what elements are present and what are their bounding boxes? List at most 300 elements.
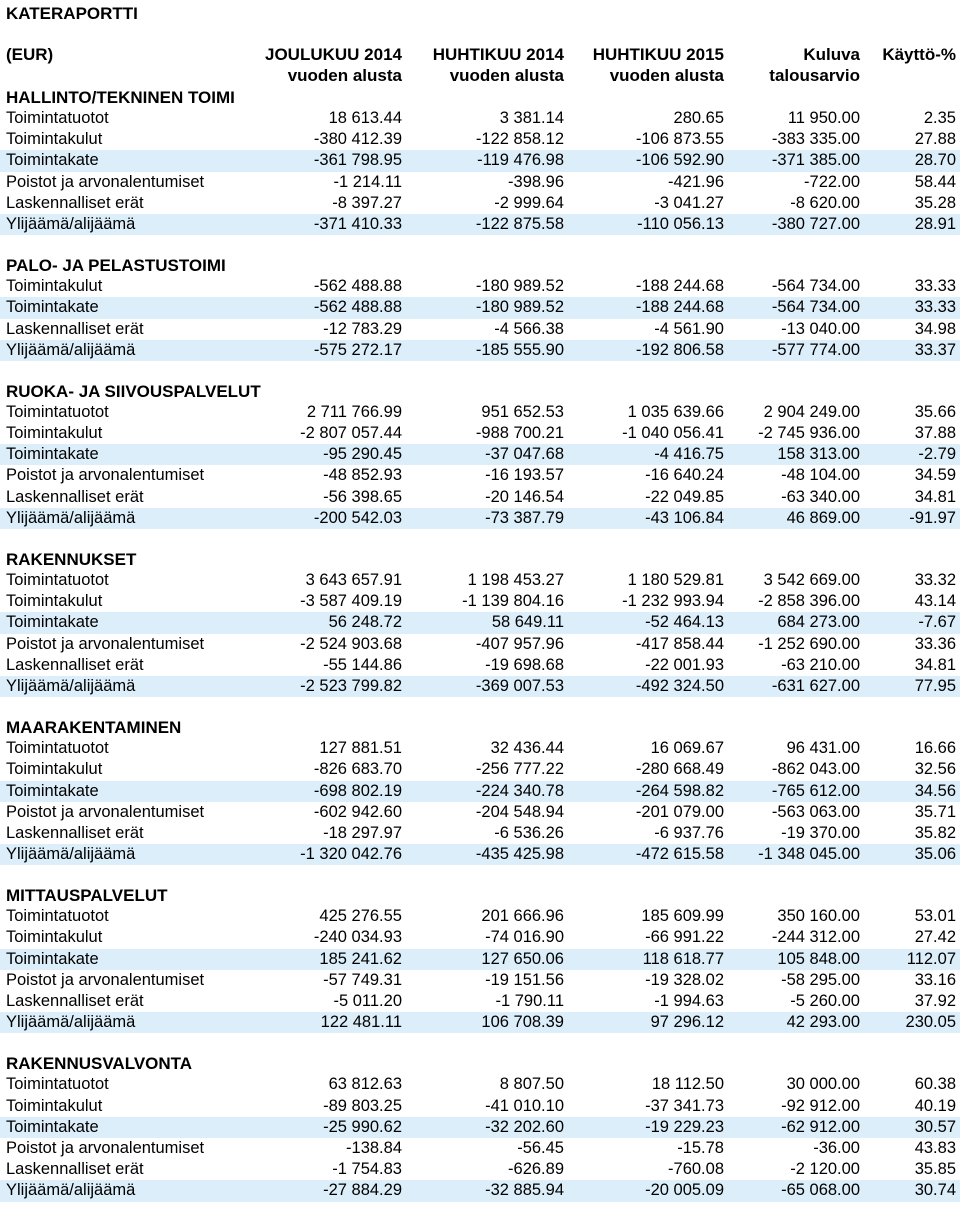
- row-label: Toimintakulut: [6, 277, 103, 296]
- cell-huhtikuu-2015: -16 640.24: [645, 466, 724, 485]
- column-header-line1: HUHTIKUU 2015: [592, 45, 724, 64]
- row-label: Toimintatuotot: [6, 571, 109, 589]
- table-row: [0, 927, 960, 948]
- column-header-line2: vuoden alusta: [609, 66, 724, 85]
- cell-huhtikuu-2015: -188 244.68: [635, 298, 724, 317]
- table-row: [0, 676, 960, 697]
- cell-kuluva-talousarvio: 96 431.00: [786, 739, 860, 758]
- currency-label: (EUR): [6, 45, 54, 64]
- row-label: Ylijäämä/alijäämä: [6, 340, 136, 359]
- cell-huhtikuu-2014: -988 700.21: [475, 424, 564, 443]
- cell-huhtikuu-2015: 118 618.77: [642, 949, 724, 968]
- cell-kaytto-percent: 43.14: [914, 592, 956, 611]
- cell-joulukuu-2014: -5 011.20: [333, 992, 402, 1010]
- table-row: [0, 172, 960, 193]
- row-label: Toimintakate: [6, 298, 99, 317]
- table-row: [0, 1074, 960, 1095]
- cell-joulukuu-2014: 56 248.72: [328, 613, 402, 632]
- cell-kuluva-talousarvio: 46 869.00: [786, 508, 860, 527]
- column-header-line2: vuoden alusta: [449, 66, 564, 85]
- table-row: [0, 591, 960, 612]
- cell-kaytto-percent: 33.36: [914, 634, 956, 653]
- row-label: Toimintakulut: [6, 760, 103, 779]
- cell-kuluva-talousarvio: -63 210.00: [781, 655, 860, 674]
- cell-huhtikuu-2014: -398.96: [508, 172, 564, 191]
- cell-kuluva-talousarvio: -564 734.00: [771, 298, 860, 317]
- column-header-joulukuu-2014: [265, 44, 402, 86]
- cell-huhtikuu-2015: -280 668.49: [635, 760, 724, 779]
- cell-joulukuu-2014: 185 241.62: [319, 949, 402, 968]
- cell-huhtikuu-2015: -417 858.44: [635, 634, 724, 653]
- table-row: [0, 193, 960, 214]
- section-title: RUOKA- JA SIIVOUSPALVELUT: [6, 381, 261, 401]
- section-title: RAKENNUSVALVONTA: [6, 1054, 193, 1074]
- cell-joulukuu-2014: -698 802.19: [313, 781, 402, 800]
- cell-kaytto-percent: 35.85: [914, 1160, 956, 1179]
- cell-huhtikuu-2015: -188 244.68: [635, 277, 724, 296]
- cell-huhtikuu-2014: 127 650.06: [481, 949, 564, 968]
- section-spacer: [0, 235, 960, 255]
- cell-kuluva-talousarvio: -577 774.00: [771, 340, 860, 359]
- row-label: Laskennalliset erät: [6, 1160, 144, 1179]
- table-row: [0, 423, 960, 444]
- cell-huhtikuu-2014: -626.89: [508, 1160, 564, 1179]
- cell-huhtikuu-2014: 1 198 453.27: [467, 571, 564, 589]
- cell-kaytto-percent: 53.01: [914, 907, 956, 926]
- cell-joulukuu-2014: -95 290.45: [323, 445, 402, 464]
- column-header-line2: talousarvio: [769, 66, 860, 85]
- cell-huhtikuu-2014: -185 555.90: [475, 340, 564, 359]
- cell-huhtikuu-2015: -106 873.55: [635, 130, 724, 149]
- cell-kaytto-percent: 35.06: [914, 845, 956, 864]
- cell-huhtikuu-2014: 3 381.14: [499, 109, 564, 127]
- cell-joulukuu-2014: 425 276.55: [319, 907, 402, 926]
- cell-huhtikuu-2014: 106 708.39: [481, 1013, 564, 1032]
- row-label: Ylijäämä/alijäämä: [6, 676, 136, 695]
- cell-huhtikuu-2014: -119 476.98: [477, 151, 564, 170]
- section-title: RAKENNUKSET: [6, 550, 137, 569]
- table-row: [0, 1012, 960, 1033]
- row-label: Laskennalliset erät: [6, 823, 144, 842]
- cell-kuluva-talousarvio: -244 312.00: [771, 928, 860, 947]
- cell-huhtikuu-2014: -180 989.52: [475, 277, 564, 296]
- cell-huhtikuu-2014: -435 425.98: [475, 845, 564, 864]
- cell-kuluva-talousarvio: 105 848.00: [777, 949, 860, 968]
- cell-huhtikuu-2015: 16 069.67: [650, 739, 724, 758]
- table-row: [0, 570, 960, 591]
- cell-kaytto-percent: -91.97: [909, 508, 956, 527]
- cell-huhtikuu-2015: 18 112.50: [651, 1075, 724, 1094]
- cell-kuluva-talousarvio: -8 620.00: [790, 193, 860, 212]
- cell-kuluva-talousarvio: -58 295.00: [781, 970, 860, 989]
- section-title: PALO- JA PELASTUSTOIMI: [6, 256, 226, 276]
- cell-kaytto-percent: 37.92: [914, 992, 956, 1010]
- table-row: [0, 402, 960, 423]
- row-label: Laskennalliset erät: [6, 193, 144, 212]
- cell-huhtikuu-2015: -22 049.85: [645, 487, 724, 506]
- table-row: [0, 129, 960, 150]
- cell-kuluva-talousarvio: -383 335.00: [771, 130, 860, 149]
- cell-huhtikuu-2015: -37 341.73: [645, 1096, 724, 1115]
- cell-huhtikuu-2014: 951 652.53: [481, 402, 564, 421]
- cell-huhtikuu-2015: -19 229.23: [645, 1117, 724, 1136]
- cell-huhtikuu-2014: -1 139 804.16: [462, 592, 564, 611]
- cell-huhtikuu-2015: -1 232 993.94: [622, 592, 724, 611]
- row-label: Toimintakate: [6, 1117, 99, 1136]
- cell-huhtikuu-2015: -760.08: [668, 1160, 724, 1179]
- row-label: Laskennalliset erät: [6, 655, 144, 674]
- cell-huhtikuu-2014: -56.45: [517, 1138, 564, 1157]
- cell-huhtikuu-2014: 8 807.50: [499, 1075, 564, 1094]
- cell-joulukuu-2014: -361 798.95: [313, 151, 402, 170]
- row-label: Toimintakate: [6, 613, 99, 632]
- cell-kaytto-percent: 60.38: [914, 1075, 956, 1094]
- section-title: HALLINTO/TEKNINEN TOIMI: [6, 88, 235, 107]
- cell-huhtikuu-2015: -15.78: [677, 1138, 724, 1157]
- cell-joulukuu-2014: -55 144.86: [323, 655, 402, 674]
- row-label: Toimintatuotot: [6, 109, 109, 127]
- column-header-line1: JOULUKUU 2014: [265, 45, 402, 64]
- cell-huhtikuu-2014: -224 340.78: [475, 781, 564, 800]
- cell-huhtikuu-2014: -256 777.22: [475, 760, 564, 779]
- cell-kuluva-talousarvio: -65 068.00: [781, 1181, 860, 1200]
- cell-kuluva-talousarvio: 684 273.00: [777, 613, 860, 632]
- row-label: Poistot ja arvonalentumiset: [6, 802, 205, 821]
- cell-kuluva-talousarvio: -862 043.00: [771, 760, 860, 779]
- table-row: [0, 1138, 960, 1159]
- cell-huhtikuu-2015: 1 180 529.81: [627, 571, 724, 589]
- cell-kuluva-talousarvio: -63 340.00: [781, 487, 860, 506]
- cell-joulukuu-2014: 127 881.51: [319, 739, 402, 758]
- cell-huhtikuu-2014: -4 566.38: [494, 319, 564, 338]
- cell-joulukuu-2014: -56 398.65: [323, 487, 402, 506]
- cell-kuluva-talousarvio: -19 370.00: [781, 823, 860, 842]
- table-row: [0, 319, 960, 340]
- table-row: [0, 297, 960, 318]
- cell-kaytto-percent: 30.74: [914, 1181, 956, 1200]
- cell-kuluva-talousarvio: -722.00: [804, 172, 860, 191]
- column-header-huhtikuu-2014: [433, 44, 564, 86]
- row-label: Poistot ja arvonalentumiset: [6, 634, 205, 653]
- column-header-line1: Käyttö-%: [882, 45, 956, 64]
- cell-joulukuu-2014: -371 410.33: [313, 214, 402, 233]
- cell-kaytto-percent: 33.33: [914, 298, 956, 317]
- row-label: Laskennalliset erät: [6, 319, 144, 338]
- cell-kuluva-talousarvio: -2 858 396.00: [758, 592, 860, 611]
- cell-huhtikuu-2014: -6 536.26: [494, 823, 564, 842]
- cell-kaytto-percent: 2.35: [923, 109, 956, 127]
- row-label: Toimintatuotot: [6, 1075, 109, 1094]
- row-label: Poistot ja arvonalentumiset: [6, 1138, 205, 1157]
- cell-huhtikuu-2015: -3 041.27: [654, 193, 724, 212]
- cell-huhtikuu-2014: -2 999.64: [494, 193, 564, 212]
- cell-huhtikuu-2014: -407 957.96: [475, 634, 564, 653]
- cell-joulukuu-2014: -1 320 042.76: [300, 845, 402, 864]
- cell-joulukuu-2014: 3 643 657.91: [305, 571, 402, 589]
- table-row: [0, 802, 960, 823]
- table-row: [0, 214, 960, 235]
- column-header-kuluva-talousarvio: [769, 44, 860, 86]
- cell-kuluva-talousarvio: -5 260.00: [790, 992, 860, 1010]
- table-row: [0, 970, 960, 991]
- row-label: Toimintakulut: [6, 424, 103, 443]
- cell-huhtikuu-2015: -4 416.75: [654, 445, 724, 464]
- cell-huhtikuu-2014: -122 875.58: [475, 214, 564, 233]
- table-row: [0, 465, 960, 486]
- table-row: [0, 781, 960, 802]
- cell-huhtikuu-2015: -20 005.09: [645, 1181, 724, 1200]
- column-header-line1: HUHTIKUU 2014: [432, 45, 564, 64]
- cell-joulukuu-2014: -25 990.62: [323, 1117, 402, 1136]
- table-row: [0, 1117, 960, 1138]
- cell-huhtikuu-2015: -492 324.50: [635, 676, 724, 695]
- cell-kaytto-percent: 34.59: [914, 466, 956, 485]
- cell-kaytto-percent: 37.88: [914, 424, 956, 443]
- cell-huhtikuu-2014: 32 436.44: [490, 739, 564, 758]
- cell-huhtikuu-2014: 58 649.11: [491, 613, 564, 632]
- row-label: Ylijäämä/alijäämä: [6, 508, 136, 527]
- table-row: [0, 634, 960, 655]
- cell-kuluva-talousarvio: -1 252 690.00: [758, 634, 860, 653]
- cell-kaytto-percent: 27.88: [914, 130, 956, 149]
- cell-huhtikuu-2014: -1 790.11: [495, 992, 564, 1010]
- cell-joulukuu-2014: -2 523 799.82: [300, 676, 402, 695]
- cell-kaytto-percent: 35.28: [914, 193, 956, 212]
- table-row: [0, 1159, 960, 1180]
- cell-huhtikuu-2014: 201 666.96: [481, 907, 564, 926]
- column-header-kaytto-percent: [882, 44, 956, 65]
- row-label: Toimintakulut: [6, 928, 103, 947]
- cell-huhtikuu-2014: -16 193.57: [485, 466, 564, 485]
- cell-huhtikuu-2015: 1 035 639.66: [627, 402, 724, 421]
- cell-kuluva-talousarvio: -564 734.00: [771, 277, 860, 296]
- cell-huhtikuu-2015: -6 937.76: [654, 823, 724, 842]
- cell-kaytto-percent: 33.32: [914, 571, 956, 589]
- cell-huhtikuu-2015: 97 296.12: [650, 1013, 724, 1032]
- cell-kuluva-talousarvio: -36.00: [813, 1138, 860, 1157]
- cell-kuluva-talousarvio: 30 000.00: [786, 1075, 860, 1094]
- cell-kuluva-talousarvio: -2 745 936.00: [758, 424, 860, 443]
- cell-kaytto-percent: 112.07: [906, 949, 956, 968]
- table-row: [0, 823, 960, 844]
- cell-huhtikuu-2014: -41 010.10: [485, 1096, 564, 1115]
- row-label: Laskennalliset erät: [6, 992, 144, 1010]
- cell-joulukuu-2014: -89 803.25: [323, 1096, 402, 1115]
- table-row: [0, 508, 960, 529]
- cell-joulukuu-2014: -3 587 409.19: [300, 592, 402, 611]
- cell-kuluva-talousarvio: -62 912.00: [781, 1117, 860, 1136]
- cell-kaytto-percent: 27.42: [914, 928, 956, 947]
- cell-joulukuu-2014: -380 412.39: [313, 130, 402, 149]
- cell-huhtikuu-2015: -1 040 056.41: [622, 424, 724, 443]
- cell-kaytto-percent: 32.56: [914, 760, 956, 779]
- section-title: MAARAKENTAMINEN: [6, 718, 182, 738]
- row-label: Toimintatuotot: [6, 739, 109, 758]
- cell-kaytto-percent: 30.57: [914, 1117, 956, 1136]
- row-label: Ylijäämä/alijäämä: [6, 1181, 136, 1200]
- cell-kuluva-talousarvio: 158 313.00: [777, 445, 860, 464]
- table-row: [0, 759, 960, 780]
- section-spacer: [0, 697, 960, 717]
- cell-kuluva-talousarvio: -48 104.00: [781, 466, 860, 485]
- table-row: [0, 1096, 960, 1117]
- section-spacer: [0, 1033, 960, 1053]
- cell-kuluva-talousarvio: -1 348 045.00: [758, 845, 860, 864]
- cell-kaytto-percent: 34.98: [914, 319, 956, 338]
- cell-huhtikuu-2015: -43 106.84: [645, 508, 724, 527]
- cell-huhtikuu-2014: -122 858.12: [475, 130, 564, 149]
- row-label: Laskennalliset erät: [6, 487, 144, 506]
- cell-kaytto-percent: -7.67: [918, 613, 956, 632]
- cell-huhtikuu-2015: -22 001.93: [645, 655, 724, 674]
- cell-kaytto-percent: 43.83: [914, 1138, 956, 1157]
- row-label: Poistot ja arvonalentumiset: [6, 970, 205, 989]
- cell-kuluva-talousarvio: -2 120.00: [790, 1160, 860, 1179]
- table-row: [0, 444, 960, 465]
- cell-huhtikuu-2015: -192 806.58: [635, 340, 724, 359]
- cell-joulukuu-2014: 18 613.44: [328, 109, 402, 127]
- cell-kuluva-talousarvio: 2 904 249.00: [763, 402, 860, 421]
- cell-joulukuu-2014: -48 852.93: [323, 466, 402, 485]
- cell-huhtikuu-2015: -201 079.00: [635, 802, 724, 821]
- row-label: Toimintakulut: [6, 1096, 103, 1115]
- cell-kuluva-talousarvio: -765 612.00: [771, 781, 860, 800]
- cell-kaytto-percent: 77.95: [914, 676, 956, 695]
- cell-kaytto-percent: 40.19: [914, 1096, 956, 1115]
- cell-huhtikuu-2014: -180 989.52: [475, 298, 564, 317]
- row-label: Ylijäämä/alijäämä: [6, 845, 136, 864]
- cell-huhtikuu-2015: -110 056.13: [637, 214, 724, 233]
- row-label: Ylijäämä/alijäämä: [6, 214, 136, 233]
- row-label: Ylijäämä/alijäämä: [6, 1013, 136, 1032]
- cell-huhtikuu-2015: -4 561.90: [654, 319, 724, 338]
- cell-joulukuu-2014: -138.84: [346, 1138, 402, 1157]
- cell-huhtikuu-2015: -472 615.58: [635, 845, 724, 864]
- row-label: Toimintakate: [6, 151, 99, 170]
- cell-joulukuu-2014: -602 942.60: [313, 802, 402, 821]
- cell-joulukuu-2014: 63 812.63: [328, 1075, 402, 1094]
- cell-joulukuu-2014: -562 488.88: [313, 298, 402, 317]
- cell-huhtikuu-2015: 280.65: [673, 109, 724, 127]
- cell-kaytto-percent: 34.81: [914, 655, 956, 674]
- cell-kaytto-percent: 28.91: [914, 214, 956, 233]
- cell-huhtikuu-2014: -19 698.68: [485, 655, 564, 674]
- cell-huhtikuu-2015: -264 598.82: [635, 781, 724, 800]
- cell-joulukuu-2014: -2 524 903.68: [300, 634, 402, 653]
- cell-kuluva-talousarvio: -631 627.00: [771, 676, 860, 695]
- cell-joulukuu-2014: -18 297.97: [323, 823, 402, 842]
- cell-huhtikuu-2015: -52 464.13: [645, 613, 724, 632]
- cell-joulukuu-2014: -575 272.17: [313, 340, 402, 359]
- section-spacer: [0, 529, 960, 549]
- cell-huhtikuu-2015: -66 991.22: [645, 928, 724, 947]
- cell-joulukuu-2014: -240 034.93: [313, 928, 402, 947]
- cell-huhtikuu-2014: -32 885.94: [485, 1181, 564, 1200]
- cell-joulukuu-2014: -2 807 057.44: [300, 424, 402, 443]
- cell-kaytto-percent: 28.70: [914, 151, 956, 170]
- table-row: [0, 612, 960, 633]
- cell-kaytto-percent: 35.82: [914, 823, 956, 842]
- cell-joulukuu-2014: -8 397.27: [332, 193, 402, 212]
- cell-huhtikuu-2014: -37 047.68: [485, 445, 564, 464]
- cell-joulukuu-2014: -1 754.83: [332, 1160, 402, 1179]
- cell-kaytto-percent: 34.81: [914, 487, 956, 506]
- cell-joulukuu-2014: -562 488.88: [313, 277, 402, 296]
- cell-joulukuu-2014: 122 481.11: [320, 1013, 402, 1032]
- cell-kaytto-percent: 33.33: [914, 277, 956, 296]
- column-header-line2: vuoden alusta: [287, 66, 402, 85]
- cell-kaytto-percent: 34.56: [914, 781, 956, 800]
- table-row: [0, 844, 960, 865]
- cell-joulukuu-2014: 2 711 766.99: [306, 402, 402, 421]
- section-spacer: [0, 361, 960, 381]
- cell-kuluva-talousarvio: -13 040.00: [781, 319, 860, 338]
- row-label: Toimintatuotot: [6, 907, 109, 926]
- row-label: Toimintakate: [6, 781, 99, 800]
- cell-joulukuu-2014: -826 683.70: [313, 760, 402, 779]
- table-row: [0, 991, 960, 1012]
- cell-kuluva-talousarvio: 350 160.00: [777, 907, 860, 926]
- cell-huhtikuu-2015: -106 592.90: [635, 151, 724, 170]
- column-header-huhtikuu-2015: [593, 44, 724, 86]
- cell-huhtikuu-2014: -204 548.94: [475, 802, 564, 821]
- column-header-line1: Kuluva: [803, 45, 860, 64]
- cell-kuluva-talousarvio: 3 542 669.00: [763, 571, 860, 589]
- cell-huhtikuu-2015: 185 609.99: [641, 907, 724, 926]
- cell-kaytto-percent: 230.05: [905, 1013, 956, 1032]
- cell-kaytto-percent: 58.44: [914, 172, 956, 191]
- report-table: [0, 87, 960, 1202]
- cell-kaytto-percent: 33.37: [914, 340, 956, 359]
- cell-huhtikuu-2014: -74 016.90: [485, 928, 564, 947]
- cell-kaytto-percent: 35.66: [914, 402, 956, 421]
- cell-kaytto-percent: 16.66: [914, 739, 956, 758]
- cell-joulukuu-2014: -57 749.31: [323, 970, 402, 989]
- cell-kuluva-talousarvio: -380 727.00: [771, 214, 860, 233]
- table-row: [0, 276, 960, 297]
- section-spacer: [0, 865, 960, 885]
- cell-kuluva-talousarvio: -563 063.00: [771, 802, 860, 821]
- cell-huhtikuu-2014: -19 151.56: [485, 970, 564, 989]
- row-label: Toimintatuotot: [6, 402, 109, 421]
- cell-kuluva-talousarvio: -92 912.00: [781, 1096, 860, 1115]
- cell-joulukuu-2014: -1 214.11: [333, 172, 402, 191]
- cell-joulukuu-2014: -200 542.03: [313, 508, 402, 527]
- table-row: [0, 340, 960, 361]
- cell-kuluva-talousarvio: 42 293.00: [786, 1013, 860, 1032]
- table-row: [0, 487, 960, 508]
- row-label: Toimintakulut: [6, 592, 103, 611]
- table-row: [0, 655, 960, 676]
- row-label: Poistot ja arvonalentumiset: [6, 466, 205, 485]
- cell-kaytto-percent: 33.16: [914, 970, 956, 989]
- cell-huhtikuu-2014: -73 387.79: [485, 508, 564, 527]
- row-label: Poistot ja arvonalentumiset: [6, 172, 205, 191]
- cell-huhtikuu-2014: -32 202.60: [485, 1117, 564, 1136]
- section-title: MITTAUSPALVELUT: [6, 886, 168, 906]
- table-row: [0, 150, 960, 171]
- table-row: [0, 949, 960, 970]
- cell-huhtikuu-2014: -20 146.54: [485, 487, 564, 506]
- report-title: KATERAPORTTI: [6, 4, 138, 23]
- cell-huhtikuu-2014: -369 007.53: [475, 676, 564, 695]
- cell-huhtikuu-2015: -1 994.63: [654, 992, 724, 1010]
- cell-huhtikuu-2015: -19 328.02: [645, 970, 724, 989]
- row-label: Toimintakate: [6, 445, 99, 464]
- cell-joulukuu-2014: -27 884.29: [323, 1181, 402, 1200]
- row-label: Toimintakulut: [6, 130, 103, 149]
- cell-huhtikuu-2015: -421.96: [668, 172, 724, 191]
